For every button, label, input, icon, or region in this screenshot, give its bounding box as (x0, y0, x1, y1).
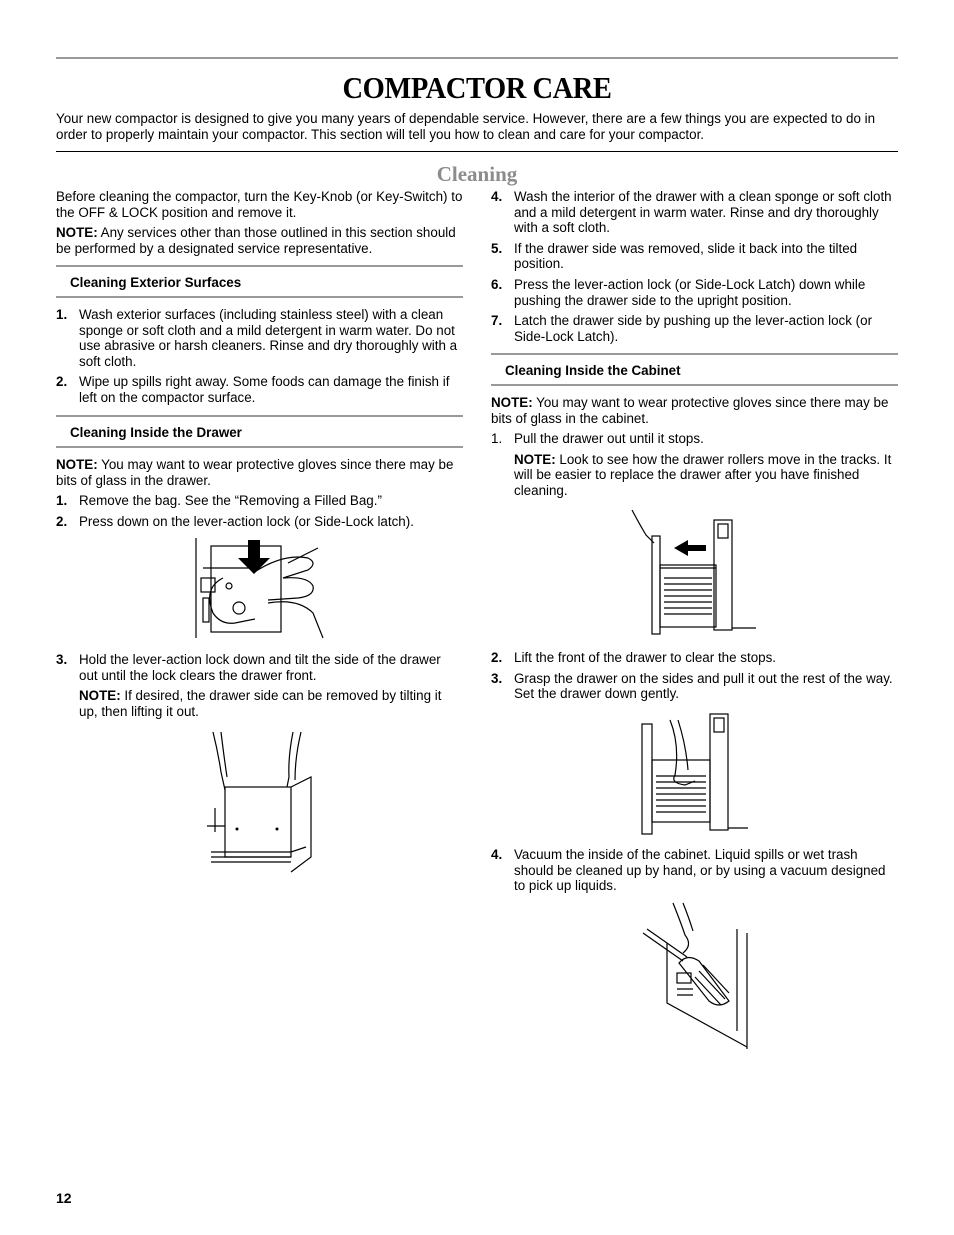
item-text: Grasp the drawer on the sides and pull it out the rest of the way. Set the drawer down gently. (514, 670, 893, 702)
list-item (56, 652, 463, 683)
item-text: Latch the drawer side by pushing up the lever-action lock (or Side-Lock Latch). (514, 313, 873, 344)
ext-heading: Cleaning Exterior Surfaces (70, 275, 242, 290)
item-text: Hold the lever-action lock down and tilt the side of the drawer out until the lock clears the drawer front. (79, 652, 441, 683)
item-text: Wash exterior surfaces (including stainless steel) with a clean sponge or soft cloth and a mild detergent in warm water. Do not use abrasive or harsh cleaners. Rinse and dry thoroughly with a soft cloth. (79, 307, 458, 369)
list-item (56, 374, 463, 405)
cabinet-note (491, 395, 898, 426)
item-text: Pull the drawer out until it stops. (514, 431, 704, 447)
note-label: NOTE: (56, 457, 98, 472)
list-item (491, 847, 898, 894)
item-number: 5. (491, 240, 503, 256)
item-text: Press the lever-action lock (or Side-Lock Latch) down while pushing the drawer side to the upright position. (514, 276, 866, 308)
drawer-note (56, 457, 463, 488)
tilt-drawer-illustration (203, 732, 323, 874)
lever-lock-illustration (193, 538, 323, 640)
item-number: 4. (491, 847, 503, 862)
intro-paragraph: Your new compactor is designed to give you many years of dependable service. However, there are a few things you are expected to do in order to properly maintain your compactor. This section will tell you how to clean and care for your compactor. (56, 111, 876, 142)
item-number: 6. (491, 276, 503, 292)
note-text: You may want to wear protective gloves since there may be bits of glass in the drawer. (56, 457, 454, 488)
vacuum-cabinet-illustration (643, 903, 751, 1051)
service-note (56, 225, 463, 256)
list-item (491, 671, 898, 702)
right-list (491, 189, 898, 349)
item-number: 3. (491, 670, 503, 686)
note-text: If desired, the drawer side can be removed by tilting it up, then lifting it out. (79, 688, 442, 719)
list-item (491, 277, 898, 308)
item-text: Lift the front of the drawer to clear the stops. (514, 650, 777, 665)
note-label: NOTE: (491, 395, 533, 410)
item-text: Wash the interior of the drawer with a clean sponge or soft cloth and a mild detergent in warm water. Rinse and dry thoroughly with a soft cloth. (514, 189, 892, 236)
item-text: Vacuum the inside of the cabinet. Liquid spills or wet trash should be cleaned up by hand, or by using a vacuum designed to pick up liquids. (514, 847, 886, 894)
cabinet-heading-rule-bottom (491, 384, 898, 386)
intro-rule (56, 151, 898, 152)
drawer-heading: Cleaning Inside the Drawer (70, 425, 242, 440)
cab-step1-note (491, 452, 898, 499)
note-label: NOTE: (514, 451, 556, 467)
list-item (56, 493, 463, 509)
list-item (56, 307, 463, 369)
ext-list (56, 307, 463, 411)
item-text: Remove the bag. See the “Removing a Filled Bag.” (79, 493, 382, 509)
note-text: Any services other than those outlined in this section should be performed by a designated service representative. (56, 225, 456, 256)
page-title: COMPACTOR CARE (342, 70, 612, 105)
drawer-heading-rule-bottom (56, 446, 463, 448)
ext-heading-rule-bottom (56, 296, 463, 298)
cab-steps (491, 650, 898, 707)
drawer-heading-rule-top (56, 415, 463, 417)
item-number: 2. (491, 650, 503, 665)
pull-drawer-illustration (630, 510, 758, 638)
item-number: 3. (56, 652, 68, 667)
item-text: If the drawer side was removed, slide it back into the tilted position. (514, 240, 858, 272)
item-number: 7. (491, 313, 503, 329)
section-title: Cleaning (436, 162, 518, 186)
ext-heading-rule-top (56, 265, 463, 267)
top-rule (56, 57, 898, 59)
cabinet-list (491, 395, 898, 504)
list-item (56, 514, 463, 530)
item-text: Wipe up spills right away. Some foods can damage the finish if left on the compactor surface. (79, 374, 450, 405)
cab-step4-block (491, 847, 898, 899)
item-number: 1. (491, 431, 503, 447)
cabinet-heading-rule-top (491, 353, 898, 355)
list-item (491, 313, 898, 344)
note-label: NOTE: (56, 225, 98, 241)
note-text: Look to see how the drawer rollers move in the tracks. It will be easier to replace the drawer after you have finished cleaning. (514, 451, 892, 498)
grasp-drawer-illustration (640, 710, 750, 838)
list-item (491, 189, 898, 236)
item-number: 1. (56, 493, 68, 509)
intro-instruction: Before cleaning the compactor, turn the Key-Knob (or Key-Switch) to the OFF & LOCK position and remove it. (56, 189, 463, 220)
item-number: 1. (56, 307, 68, 322)
drawer-list (56, 457, 463, 534)
item-text: Press down on the lever-action lock (or Side-Lock latch). (79, 513, 414, 529)
cabinet-heading: Cleaning Inside the Cabinet (505, 363, 681, 378)
list-item (491, 431, 898, 447)
list-item (491, 241, 898, 272)
list-item (491, 650, 898, 666)
note-text: You may want to wear protective gloves since there may be bits of glass in the cabinet. (491, 395, 889, 426)
step3-note (56, 688, 463, 719)
left-column (56, 189, 463, 261)
page-number: 12 (56, 1190, 72, 1206)
step3-block (56, 652, 463, 724)
item-number: 4. (491, 189, 503, 204)
item-number: 2. (56, 374, 68, 390)
item-number: 2. (56, 513, 68, 529)
note-label: NOTE: (79, 688, 121, 704)
